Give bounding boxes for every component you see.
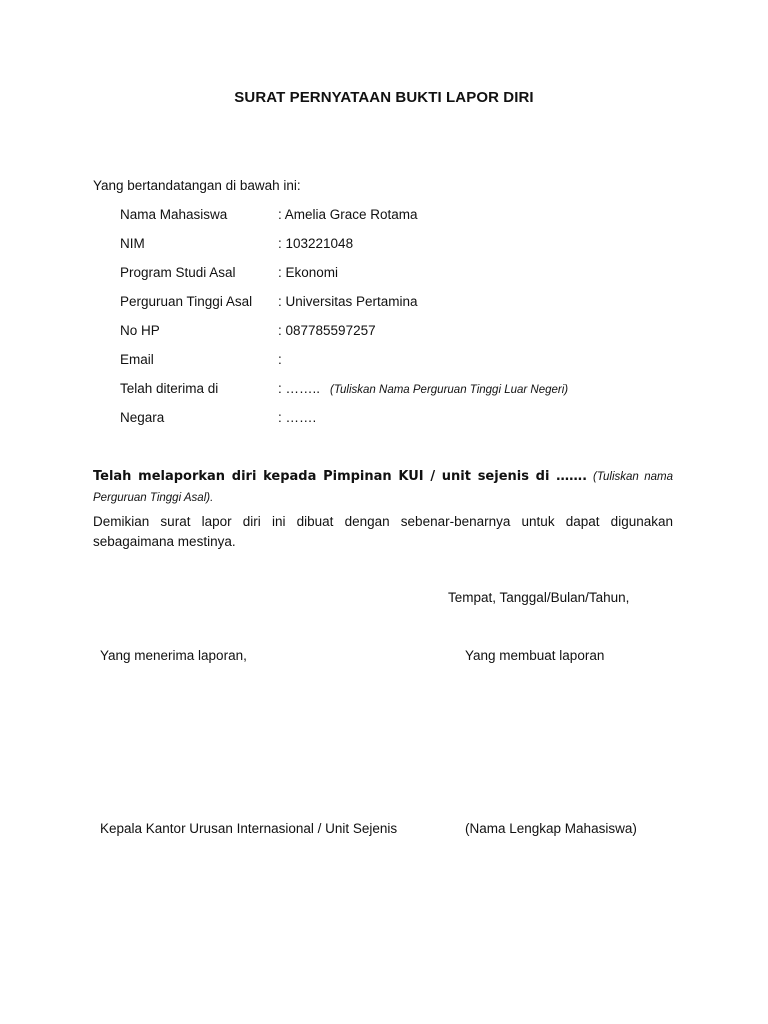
- field-label: Negara: [120, 410, 165, 425]
- field-label: NIM: [120, 236, 145, 251]
- field-note: (Tuliskan Nama Perguruan Tinggi Luar Negeri): [330, 384, 569, 396]
- field-value: [278, 352, 282, 367]
- field-value-text: :: [278, 352, 282, 367]
- field-value: [278, 236, 353, 251]
- report-note: (Tuliskan nama Perguruan Tinggi Asal).: [93, 471, 673, 504]
- field-value-text: : Amelia Grace Rotama: [278, 207, 418, 222]
- field-value-text: : Ekonomi: [278, 265, 339, 280]
- closing-paragraph: Demikian surat lapor diri ini dibuat dengan sebenar-benarnya untuk dapat digunakan sebagaimana mestinya.: [93, 514, 673, 549]
- report-statement-paragraph: [93, 466, 673, 508]
- intro-text: Yang bertandatangan di bawah ini:: [93, 178, 301, 193]
- field-label: Nama Mahasiswa: [120, 207, 228, 222]
- field-value: [278, 294, 418, 309]
- field-value: [278, 381, 568, 396]
- field-value-text: : 103221048: [278, 236, 354, 251]
- document-title: SURAT PERNYATAAN BUKTI LAPOR DIRI: [234, 89, 534, 106]
- field-value: [278, 265, 338, 280]
- report-statement: Telah melaporkan diri kepada Pimpinan KUI / unit sejenis di …….: [93, 469, 588, 484]
- place-date: Tempat, Tanggal/Bulan/Tahun,: [448, 590, 630, 605]
- field-label: Email: [120, 352, 154, 367]
- field-label: Telah diterima di: [120, 381, 219, 396]
- field-label: Perguruan Tinggi Asal: [120, 294, 253, 309]
- field-label: Program Studi Asal: [120, 265, 236, 280]
- field-value: [278, 323, 376, 338]
- maker-name: (Nama Lengkap Mahasiswa): [465, 821, 637, 836]
- field-value-text: : 087785597257: [278, 323, 376, 338]
- field-value: [278, 207, 418, 222]
- field-value-text: : Universitas Pertamina: [278, 294, 418, 309]
- field-value: [278, 410, 316, 425]
- field-label: No HP: [120, 323, 160, 338]
- field-value-text: : ……..: [278, 381, 321, 396]
- field-value-text: : …….: [278, 410, 317, 425]
- receiver-name: Kepala Kantor Urusan Internasional / Unit Sejenis: [100, 821, 398, 836]
- receiver-label: Yang menerima laporan,: [100, 648, 247, 663]
- maker-label: Yang membuat laporan: [465, 648, 605, 663]
